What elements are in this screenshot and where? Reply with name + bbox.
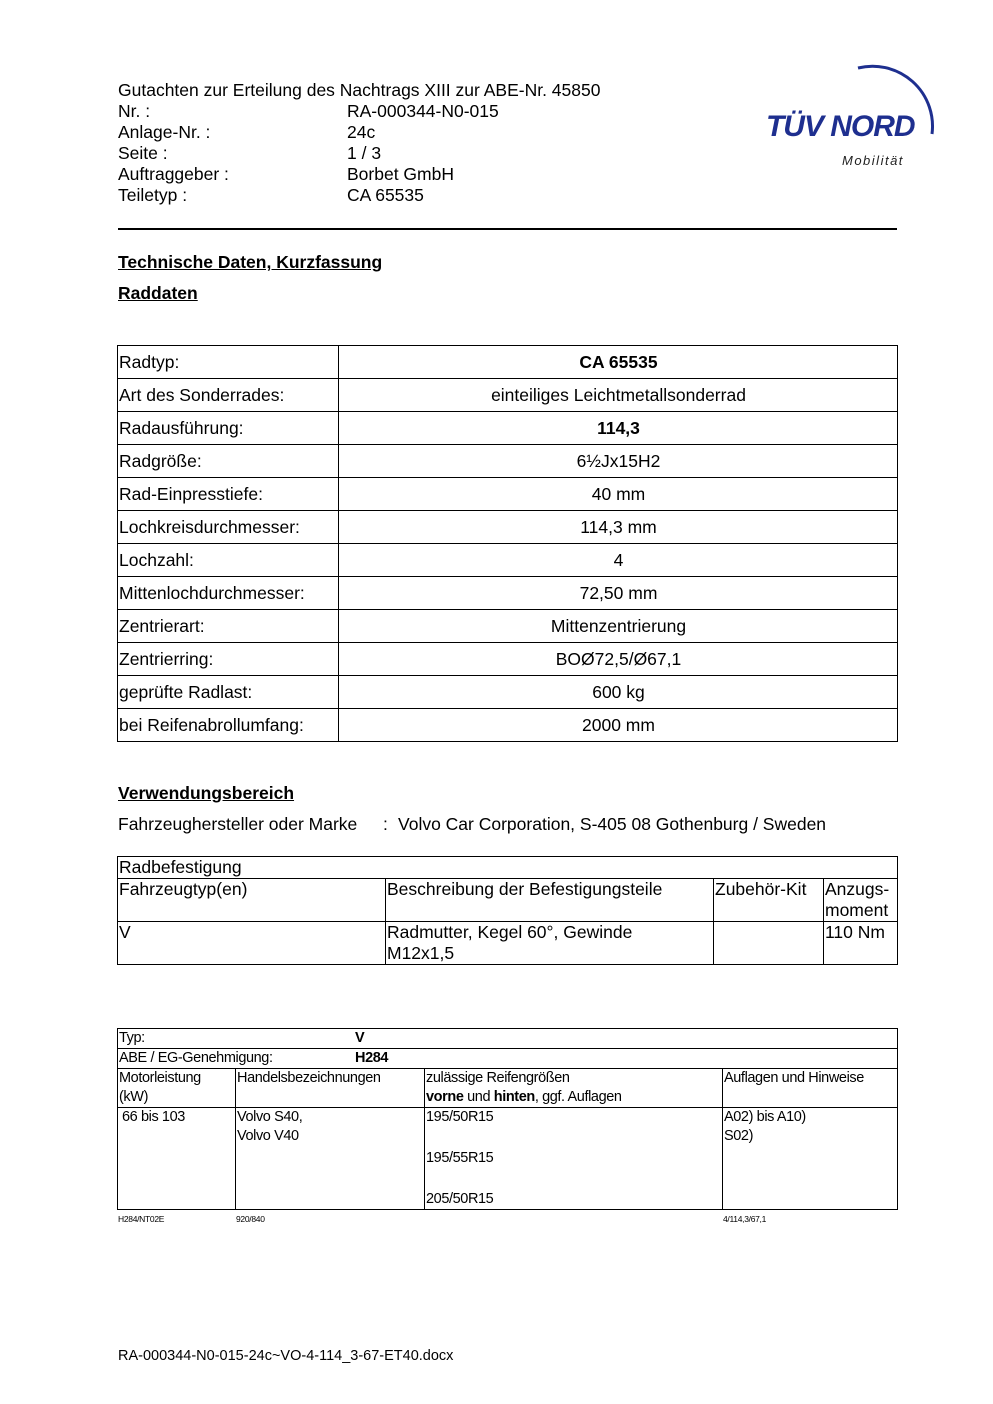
description-line: M12x1,5	[387, 943, 455, 963]
table-cell-label: bei Reifenabrollumfang:	[118, 709, 339, 742]
handel-line: Volvo V40	[237, 1128, 299, 1144]
cell-notes	[723, 1108, 898, 1210]
table-footnote-code: 920/840	[236, 1214, 265, 1224]
table-header-row	[118, 879, 898, 922]
header-row-auftraggeber	[118, 164, 600, 185]
table-cell-label: Art des Sonderrades:	[118, 379, 339, 412]
abe-value: H284	[355, 1050, 389, 1066]
header-label: Anlage-Nr. :	[118, 122, 211, 142]
header-text: und	[463, 1089, 494, 1105]
table-cell-value: 4	[339, 544, 898, 577]
typ-label: Typ:	[119, 1030, 145, 1046]
table-cell-label: Radausführung:	[118, 412, 339, 445]
table-row	[118, 346, 898, 379]
table-row	[118, 676, 898, 709]
header-line	[426, 1088, 722, 1107]
column-header-reifen	[425, 1069, 723, 1108]
document-footer: RA-000344-N0-015-24c~VO-4-114_3-67-ET40.docx	[118, 1348, 454, 1364]
typ-row	[118, 1029, 898, 1049]
table-cell-value: 72,50 mm	[339, 577, 898, 610]
cell-motor: 66 bis 103	[118, 1108, 236, 1210]
table-row	[118, 610, 898, 643]
header-row-anlage	[118, 122, 600, 143]
radbefestigung-title: Radbefestigung	[118, 857, 898, 879]
table-cell-label: Zentrierart:	[118, 610, 339, 643]
table-row	[118, 577, 898, 610]
header-row-teiletyp	[118, 185, 600, 206]
logo-subtitle: Mobilität	[842, 153, 904, 168]
cell-torque: 110 Nm	[824, 922, 898, 965]
header-divider	[118, 228, 897, 230]
header-value: RA-000344-N0-015	[347, 101, 499, 121]
usage-value: Volvo Car Corporation, S-405 08 Gothenburg / Sweden	[398, 814, 827, 834]
column-header-motor	[118, 1069, 236, 1108]
column-header-torque	[824, 879, 898, 922]
column-header-line: moment	[825, 900, 889, 920]
section-heading-verwendung: Verwendungsbereich	[118, 783, 295, 803]
header-line: (kW)	[119, 1089, 148, 1105]
table-header-row	[118, 1069, 898, 1108]
tuev-nord-logo	[760, 56, 945, 176]
table-cell-value: 114,3 mm	[339, 511, 898, 544]
document-header	[118, 80, 600, 206]
table-cell-label: Zentrierring:	[118, 643, 339, 676]
table-cell-label: Rad-Einpresstiefe:	[118, 478, 339, 511]
table-row	[118, 412, 898, 445]
table-footnote-code: 4/114,3/67,1	[723, 1214, 767, 1224]
header-row-nr	[118, 101, 600, 122]
header-value: Borbet GmbH	[347, 164, 454, 184]
table-cell-value: 600 kg	[339, 676, 898, 709]
abe-row	[118, 1049, 898, 1069]
raddaten-table	[117, 345, 898, 742]
table-row	[118, 511, 898, 544]
usage-line	[118, 814, 826, 835]
vehicle-table	[117, 1028, 898, 1210]
table-row	[118, 544, 898, 577]
description-line: Radmutter, Kegel 60°, Gewinde	[387, 922, 633, 942]
table-cell-label: Radgröße:	[118, 445, 339, 478]
cell-vehicle-type: V	[118, 922, 386, 965]
table-cell-value: 6½Jx15H2	[339, 445, 898, 478]
header-title: Gutachten zur Erteilung des Nachtrags XIII zur ABE-Nr. 45850	[118, 80, 601, 100]
table-row	[118, 478, 898, 511]
table-cell-label: Lochzahl:	[118, 544, 339, 577]
header-value: 24c	[347, 122, 376, 142]
header-label: Seite :	[118, 143, 168, 163]
tyre-size: 195/55R15	[426, 1150, 494, 1166]
table-cell-value: Mittenzentrierung	[339, 610, 898, 643]
table-cell-value: CA 65535	[339, 346, 898, 379]
logo-brand: TÜV NORD	[766, 110, 914, 143]
table-cell-value: 40 mm	[339, 478, 898, 511]
note-line: S02)	[724, 1128, 754, 1144]
table-row	[118, 379, 898, 412]
column-header-auflagen: Auflagen und Hinweise	[723, 1069, 898, 1108]
usage-label: Fahrzeughersteller oder Marke	[118, 814, 358, 834]
header-value: CA 65535	[347, 185, 424, 205]
table-row	[118, 643, 898, 676]
section-heading-tech: Technische Daten, Kurzfassung	[118, 252, 383, 272]
column-header-line: Anzugs-	[825, 879, 890, 899]
tyre-size: 205/50R15	[426, 1191, 494, 1207]
header-line: Motorleistung	[119, 1070, 201, 1086]
cell-description	[386, 922, 714, 965]
table-cell-value: BOØ72,5/Ø67,1	[339, 643, 898, 676]
table-cell-label: geprüfte Radlast:	[118, 676, 339, 709]
header-bold-rear: hinten	[493, 1089, 535, 1105]
column-header-handel: Handelsbezeichnungen	[236, 1069, 425, 1108]
handel-line: Volvo S40,	[237, 1109, 303, 1125]
table-cell-label: Lochkreisdurchmesser:	[118, 511, 339, 544]
header-label: Auftraggeber :	[118, 164, 229, 184]
abe-label: ABE / EG-Genehmigung:	[119, 1050, 273, 1066]
table-row	[118, 709, 898, 742]
cell-tyres	[425, 1108, 723, 1210]
table-row	[118, 1029, 898, 1049]
table-row	[118, 1049, 898, 1069]
section-heading-raddaten: Raddaten	[118, 283, 198, 303]
header-row-seite	[118, 143, 600, 164]
table-cell-value: 2000 mm	[339, 709, 898, 742]
header-label: Nr. :	[118, 101, 151, 121]
table-row	[118, 1108, 898, 1210]
radbefestigung-table	[117, 856, 898, 965]
table-footnote-code: H284/NT02E	[118, 1214, 165, 1224]
column-header: Zubehör-Kit	[714, 879, 824, 922]
header-label: Teiletyp :	[118, 185, 188, 205]
header-bold-front: vorne	[426, 1089, 464, 1105]
table-cell-label: Radtyp:	[118, 346, 339, 379]
column-header: Fahrzeugtyp(en)	[118, 879, 386, 922]
note-line: A02) bis A10)	[724, 1109, 806, 1125]
cell-handel	[236, 1108, 425, 1210]
cell-kit	[714, 922, 824, 965]
table-cell-value: einteiliges Leichtmetallsonderrad	[339, 379, 898, 412]
header-value: 1 / 3	[347, 143, 382, 163]
table-cell-label: Mittenlochdurchmesser:	[118, 577, 339, 610]
usage-separator: :	[383, 814, 388, 834]
tyre-size: 195/50R15	[426, 1109, 494, 1125]
table-row	[118, 857, 898, 879]
column-header: Beschreibung der Befestigungsteile	[386, 879, 714, 922]
table-cell-value: 114,3	[339, 412, 898, 445]
logo-arc-icon	[760, 56, 945, 176]
typ-value: V	[355, 1030, 365, 1046]
table-row	[118, 922, 898, 965]
header-text: , ggf. Auflagen	[534, 1089, 622, 1105]
table-row	[118, 445, 898, 478]
header-line: zulässige Reifengrößen	[426, 1070, 570, 1086]
